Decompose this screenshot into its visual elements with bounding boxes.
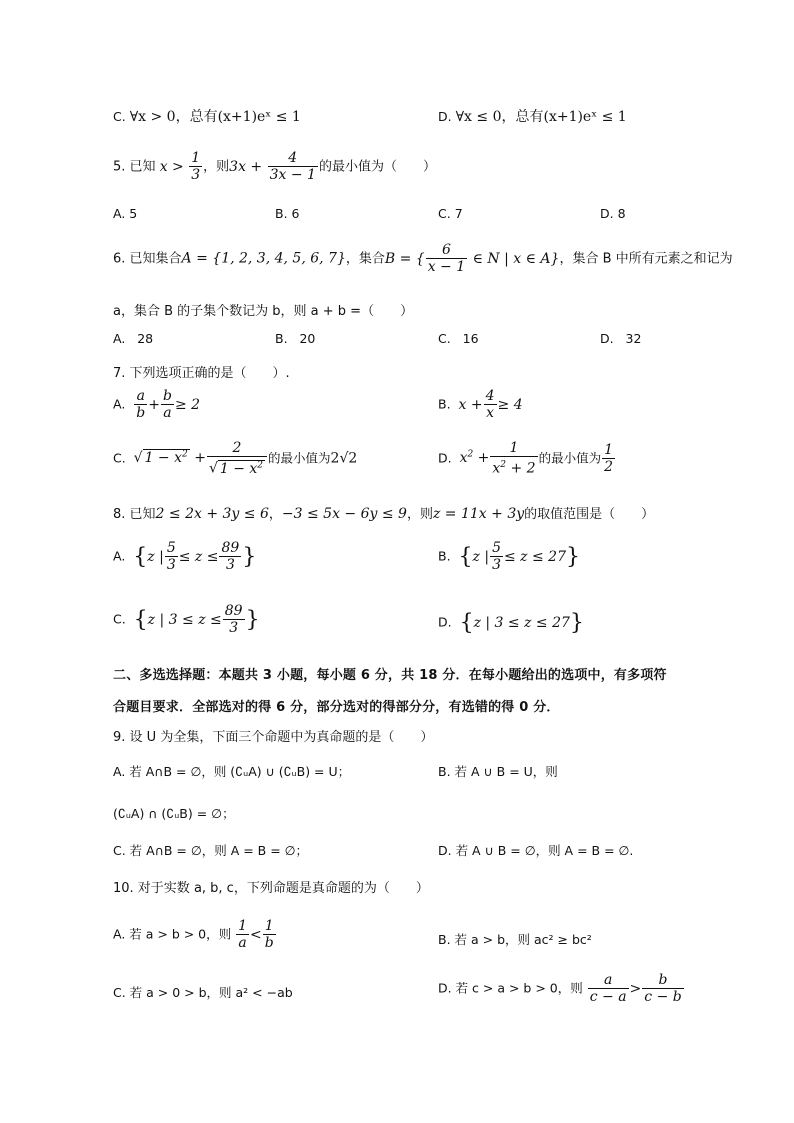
section-2-heading-line1: 二、多选选择题：本题共 3 小题，每小题 6 分，共 18 分．在每小题给出的选项中，有多项符 bbox=[113, 668, 667, 683]
option-math: ∀x > 0，总有(x+1)eˣ ≤ 1 bbox=[129, 109, 301, 125]
option-math: ∀x ≤ 0，总有(x+1)eˣ ≤ 1 bbox=[455, 109, 627, 125]
option-text: 28 bbox=[137, 331, 154, 346]
option-letter: B. bbox=[275, 206, 288, 221]
q6-stem-line1 bbox=[113, 242, 733, 275]
option-text: 8 bbox=[617, 206, 626, 221]
option-letter: D. bbox=[600, 331, 614, 346]
option-letter: C. bbox=[438, 331, 451, 346]
q5-expression: 3x + $\frac{4}{3x - 1}$ bbox=[229, 150, 316, 183]
q5-stem-prefix: 5. 已知 bbox=[113, 159, 156, 175]
q10-option-b: B. 若 a > b，则 ac² ≥ bc² bbox=[438, 932, 592, 947]
option-letter: A. bbox=[113, 206, 126, 221]
q5-stem bbox=[113, 150, 436, 183]
q7-option-d bbox=[438, 440, 616, 477]
option-letter: D. bbox=[438, 109, 452, 124]
option-text: 5 bbox=[129, 206, 138, 221]
option-math: {z | 3 ≤ z ≤ $\frac{89}{3}$ } bbox=[133, 603, 260, 636]
option-letter: A. bbox=[113, 548, 126, 564]
q5-stem-suffix: 的最小值为（ ） bbox=[318, 159, 436, 175]
option-math: {z | $\frac{5}{3}$ ≤ z ≤ $\frac{89}{3}$ } bbox=[133, 540, 257, 573]
option-math: $x^2$ + $\frac{1}{x^2 + 2}$ bbox=[459, 440, 536, 477]
q10-option-d bbox=[438, 972, 685, 1005]
q5-option-c bbox=[438, 206, 463, 221]
option-letter: C. bbox=[438, 206, 451, 221]
q9-option-b-line1: B. 若 A ∪ B = U，则 bbox=[438, 764, 558, 779]
q6-stem-suffix: ，集合 B 中所有元素之和记为 bbox=[559, 251, 733, 267]
q9-option-a: A. 若 A∩B = ∅，则 (∁ᵤA) ∪ (∁ᵤB) = U； bbox=[113, 764, 351, 779]
q10-stem: 10. 对于实数 a, b, c，下列命题是真命题的为（ ） bbox=[113, 881, 429, 896]
q6-set-a: A = {1, 2, 3, 4, 5, 6, 7} bbox=[181, 250, 346, 267]
q8-stem: 8. 已知2 ≤ 2x + 3y ≤ 6，−3 ≤ 5x − 6y ≤ 9，则z = 11x + 3y的取值范围是（ ） bbox=[113, 506, 655, 522]
q4-option-c bbox=[113, 106, 301, 126]
option-suffix: 的最小值为 bbox=[268, 450, 331, 466]
option-math: x + $\frac{4}{x}$ ≥ 4 bbox=[458, 388, 523, 421]
option-prefix: A. 若 a > b > 0，则 bbox=[113, 926, 232, 942]
q8-stem-mid: ，则 bbox=[406, 507, 433, 522]
q5-option-d bbox=[600, 206, 626, 221]
option-letter: B. bbox=[438, 548, 451, 564]
q7-option-b bbox=[438, 388, 523, 421]
option-math: $\frac{1}{a}$ < $\frac{1}{b}$ bbox=[238, 918, 274, 951]
q8-condition-2: −3 ≤ 5x − 6y ≤ 9 bbox=[281, 506, 407, 522]
option-answer: 2√2 bbox=[330, 450, 358, 467]
option-math: $\frac{a}{c - a}$ > $\frac{b}{c - b}$ bbox=[589, 972, 682, 1005]
option-letter: B. bbox=[275, 331, 288, 346]
q6-stem-mid: ，集合 bbox=[345, 251, 385, 267]
q6-option-b bbox=[275, 331, 315, 346]
option-text: 16 bbox=[462, 331, 479, 346]
q8-option-c bbox=[113, 603, 260, 636]
option-letter: D. bbox=[600, 206, 614, 221]
q7-option-c bbox=[113, 440, 357, 477]
option-prefix: D. 若 c > a > b > 0，则 bbox=[438, 980, 583, 996]
option-letter: B. bbox=[438, 396, 451, 412]
section-2-heading-line2: 合题目要求．全部选对的得 6 分，部分选对的得部分分，有选错的得 0 分． bbox=[113, 700, 560, 715]
q6-option-c bbox=[438, 331, 479, 346]
option-text: 32 bbox=[625, 331, 642, 346]
option-math: √ $1 - x^2$ + $\frac{2}{√ 1 - x^2}$ bbox=[134, 450, 268, 466]
option-text: 6 bbox=[291, 206, 300, 221]
q8-option-b bbox=[438, 540, 580, 573]
option-math: {z | $\frac{5}{3}$ ≤ z ≤ 27} bbox=[458, 540, 580, 573]
q6-option-a bbox=[113, 331, 153, 346]
q9-option-b-line2: (∁ᵤA) ∩ (∁ᵤB) = ∅； bbox=[113, 806, 235, 821]
option-letter: A. bbox=[113, 331, 126, 346]
q6-set-b: B = { $\frac{6}{x - 1}$ ∈ N | x ∈ A} bbox=[384, 242, 560, 275]
option-text: 7 bbox=[454, 206, 463, 221]
option-letter: A. bbox=[113, 396, 126, 412]
q8-option-d bbox=[438, 610, 584, 635]
option-letter: C. bbox=[113, 109, 126, 124]
q8-option-a bbox=[113, 540, 256, 573]
option-letter: D. bbox=[438, 450, 452, 466]
q9-option-c: C. 若 A∩B = ∅，则 A = B = ∅； bbox=[113, 843, 309, 858]
q4-option-d bbox=[438, 106, 627, 126]
option-letter: C. bbox=[113, 611, 126, 627]
q5-option-b bbox=[275, 206, 300, 221]
q10-option-a bbox=[113, 918, 277, 951]
q6-stem-line2: a，集合 B 的子集个数记为 b，则 a + b =（ ） bbox=[113, 304, 414, 319]
q8-stem-prefix: 8. 已知 bbox=[113, 507, 156, 522]
q7-option-a bbox=[113, 388, 200, 421]
q6-option-d bbox=[600, 331, 641, 346]
q5-option-a bbox=[113, 206, 137, 221]
option-math: $\frac{a}{b}$ + $\frac{b}{a}$ ≥ 2 bbox=[136, 388, 201, 421]
q5-stem-mid: ，则 bbox=[203, 159, 230, 175]
q9-option-d: D. 若 A ∪ B = ∅，则 A = B = ∅. bbox=[438, 843, 634, 858]
q8-stem-suffix: 的取值范围是（ ） bbox=[524, 507, 655, 522]
q5-condition: x > $\frac{1}{3}$ bbox=[159, 150, 201, 183]
q8-target: z = 11x + 3y bbox=[432, 506, 525, 522]
option-letter: D. bbox=[438, 614, 452, 630]
option-suffix: 的最小值为 bbox=[538, 450, 602, 466]
q6-stem-prefix: 6. 已知集合 bbox=[113, 251, 182, 267]
option-answer: $\frac{1}{2}$ bbox=[604, 441, 614, 475]
q7-stem: 7. 下列选项正确的是（ ）. bbox=[113, 366, 290, 381]
q10-option-c: C. 若 a > 0 > b，则 a² < −ab bbox=[113, 985, 293, 1000]
option-text: 20 bbox=[299, 331, 316, 346]
option-letter: C. bbox=[113, 450, 126, 466]
option-math: {z | 3 ≤ z ≤ 27} bbox=[459, 610, 584, 635]
q8-condition-1: 2 ≤ 2x + 3y ≤ 6 bbox=[155, 506, 269, 522]
q9-stem: 9. 设 U 为全集，下面三个命题中为真命题的是（ ） bbox=[113, 730, 434, 745]
